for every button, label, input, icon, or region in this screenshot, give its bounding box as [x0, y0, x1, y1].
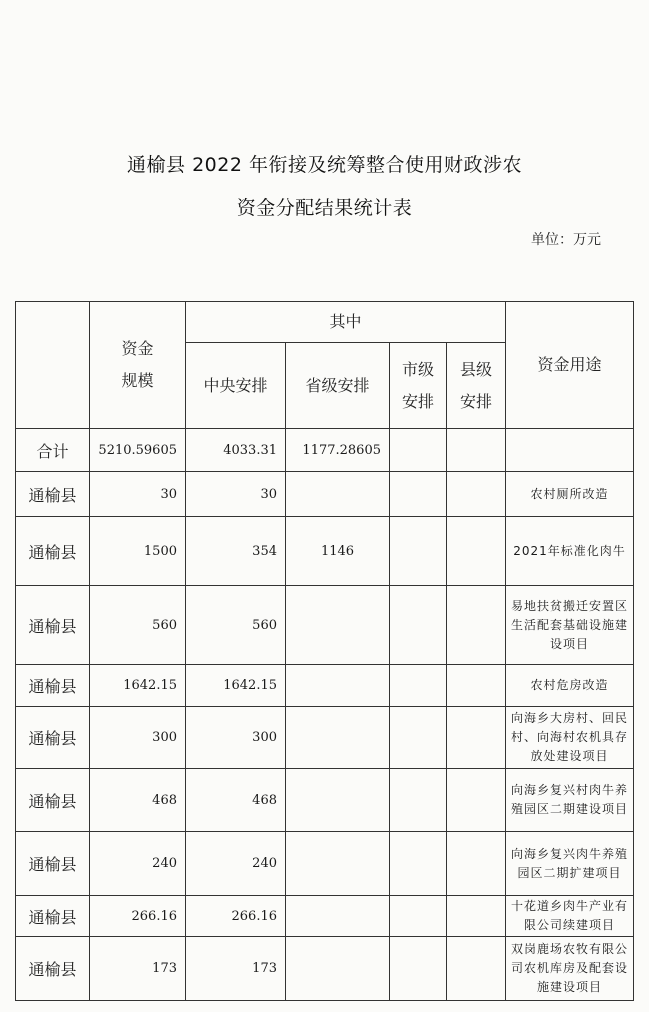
- row-provincial: 1146: [286, 517, 390, 586]
- row-county-funds: [447, 769, 506, 832]
- row-provincial: [286, 937, 390, 1001]
- row-scale: 30: [90, 472, 186, 517]
- row-provincial: [286, 472, 390, 517]
- unit-label: 单位：万元: [531, 232, 601, 248]
- row-county: 通榆县: [16, 937, 90, 1001]
- row-central: 266.16: [186, 896, 286, 937]
- row-county-funds: [447, 896, 506, 937]
- header-central: 中央安排: [186, 343, 286, 429]
- row-city: [390, 937, 447, 1001]
- table-row: [16, 517, 634, 586]
- table-row: [16, 937, 634, 1001]
- row-city: [390, 517, 447, 586]
- row-provincial: [286, 586, 390, 665]
- row-city: [390, 586, 447, 665]
- row-scale: 266.16: [90, 896, 186, 937]
- row-provincial: [286, 896, 390, 937]
- row-central: 300: [186, 707, 286, 769]
- row-purpose: 易地扶贫搬迁安置区生活配套基础设施建设项目: [506, 586, 634, 665]
- row-city: [390, 665, 447, 707]
- row-central: 240: [186, 832, 286, 896]
- row-county: 通榆县: [16, 586, 90, 665]
- total-purpose: [506, 429, 634, 472]
- row-purpose: 十花道乡肉牛产业有限公司续建项目: [506, 896, 634, 937]
- row-purpose: 农村厕所改造: [506, 472, 634, 517]
- row-county-funds: [447, 472, 506, 517]
- header-provincial: 省级安排: [286, 343, 390, 429]
- row-county-funds: [447, 707, 506, 769]
- row-central: 468: [186, 769, 286, 832]
- row-county: 通榆县: [16, 472, 90, 517]
- table-row: [16, 586, 634, 665]
- total-label: 合计: [16, 429, 90, 472]
- row-county-funds: [447, 517, 506, 586]
- row-county-funds: [447, 586, 506, 665]
- total-scale: 5210.59605: [90, 429, 186, 472]
- row-purpose: 双岗鹿场农牧有限公司农机库房及配套设施建设项目: [506, 937, 634, 1001]
- table-row: [16, 472, 634, 517]
- document-title-line2: 资金分配结果统计表: [236, 197, 413, 219]
- total-provincial: 1177.28605: [286, 429, 390, 472]
- row-purpose: 2021年标准化肉牛: [506, 517, 634, 586]
- row-city: [390, 707, 447, 769]
- total-row: [16, 429, 634, 472]
- row-county: 通榆县: [16, 665, 90, 707]
- table-row: [16, 896, 634, 937]
- row-county: 通榆县: [16, 832, 90, 896]
- row-city: [390, 832, 447, 896]
- row-central: 30: [186, 472, 286, 517]
- row-purpose: 向海乡大房村、回民村、向海村农机具存放处建设项目: [506, 707, 634, 769]
- row-scale: 1642.15: [90, 665, 186, 707]
- row-scale: 468: [90, 769, 186, 832]
- row-scale: 173: [90, 937, 186, 1001]
- row-scale: 1500: [90, 517, 186, 586]
- header-scale: 资金 规模: [90, 302, 186, 429]
- row-central: 560: [186, 586, 286, 665]
- allocation-table: [15, 301, 634, 1001]
- document-title-line1: 通榆县 2022 年衔接及统筹整合使用财政涉农: [127, 154, 522, 176]
- row-county-funds: [447, 937, 506, 1001]
- row-purpose: 向海乡复兴肉牛养殖园区二期扩建项目: [506, 832, 634, 896]
- table-row: [16, 665, 634, 707]
- total-central: 4033.31: [186, 429, 286, 472]
- row-city: [390, 896, 447, 937]
- header-blank-cell: [16, 302, 90, 429]
- row-county: 通榆县: [16, 896, 90, 937]
- row-provincial: [286, 707, 390, 769]
- row-scale: 240: [90, 832, 186, 896]
- header-county: 县级 安排: [447, 343, 506, 429]
- header-group: 其中: [186, 302, 506, 343]
- row-county-funds: [447, 832, 506, 896]
- row-central: 354: [186, 517, 286, 586]
- row-central: 1642.15: [186, 665, 286, 707]
- row-central: 173: [186, 937, 286, 1001]
- row-county: 通榆县: [16, 769, 90, 832]
- row-city: [390, 472, 447, 517]
- row-provincial: [286, 832, 390, 896]
- header-purpose: 资金用途: [506, 302, 634, 429]
- row-city: [390, 769, 447, 832]
- row-provincial: [286, 665, 390, 707]
- total-county: [447, 429, 506, 472]
- row-scale: 560: [90, 586, 186, 665]
- table-row: [16, 707, 634, 769]
- header-city: 市级 安排: [390, 343, 447, 429]
- row-scale: 300: [90, 707, 186, 769]
- row-county-funds: [447, 665, 506, 707]
- row-purpose: 向海乡复兴村肉牛养殖园区二期建设项目: [506, 769, 634, 832]
- table-row: [16, 832, 634, 896]
- row-provincial: [286, 769, 390, 832]
- row-purpose: 农村危房改造: [506, 665, 634, 707]
- row-county: 通榆县: [16, 517, 90, 586]
- total-city: [390, 429, 447, 472]
- row-county: 通榆县: [16, 707, 90, 769]
- table-row: [16, 769, 634, 832]
